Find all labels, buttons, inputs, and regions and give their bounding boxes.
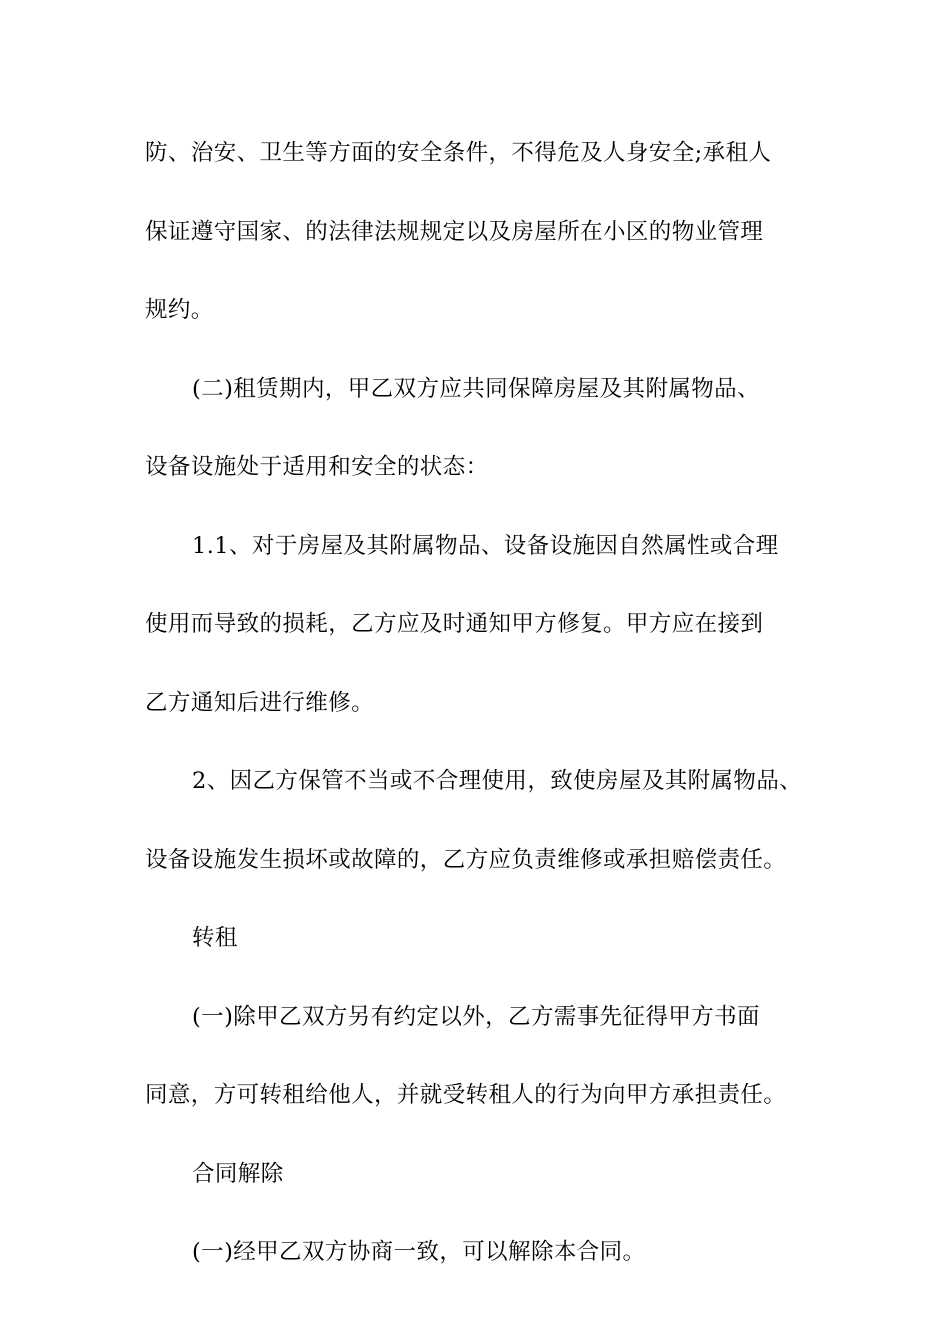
text-line: 使用而导致的损耗，乙方应及时通知甲方修复。甲方应在接到 bbox=[145, 611, 764, 637]
document-body bbox=[145, 128, 825, 1306]
text-line: 规约。 bbox=[145, 297, 214, 323]
section-heading: 转租 bbox=[192, 925, 238, 951]
paragraph-start: (一)除甲乙双方另有约定以外，乙方需事先征得甲方书面 bbox=[192, 1003, 760, 1030]
text-line: 同意，方可转租给他人，并就受转租人的行为向甲方承担责任。 bbox=[145, 1082, 787, 1108]
text-line: 乙方通知后进行维修。 bbox=[145, 689, 375, 716]
paragraph-start: (一)经甲乙双方协商一致，可以解除本合同。 bbox=[192, 1239, 646, 1265]
text-line: 设备设施处于适用和安全的状态： bbox=[145, 454, 489, 480]
paragraph-start: 2、因乙方保管不当或不合理使用，致使房屋及其附属物品、 bbox=[192, 768, 803, 794]
text-line: 保证遵守国家、的法律法规规定以及房屋所在小区的物业管理 bbox=[145, 218, 764, 245]
paragraph-start: (二)租赁期内，甲乙双方应共同保障房屋及其附属物品、 bbox=[192, 375, 760, 402]
paragraph-start: 1.1、对于房屋及其附属物品、设备设施因自然属性或合理 bbox=[192, 532, 779, 559]
text-line: 设备设施发生损坏或故障的，乙方应负责维修或承担赔偿责任。 bbox=[145, 846, 787, 873]
section-heading: 合同解除 bbox=[192, 1160, 284, 1187]
text-line: 防、治安、卫生等方面的安全条件，不得危及人身安全;承租人 bbox=[145, 140, 772, 166]
